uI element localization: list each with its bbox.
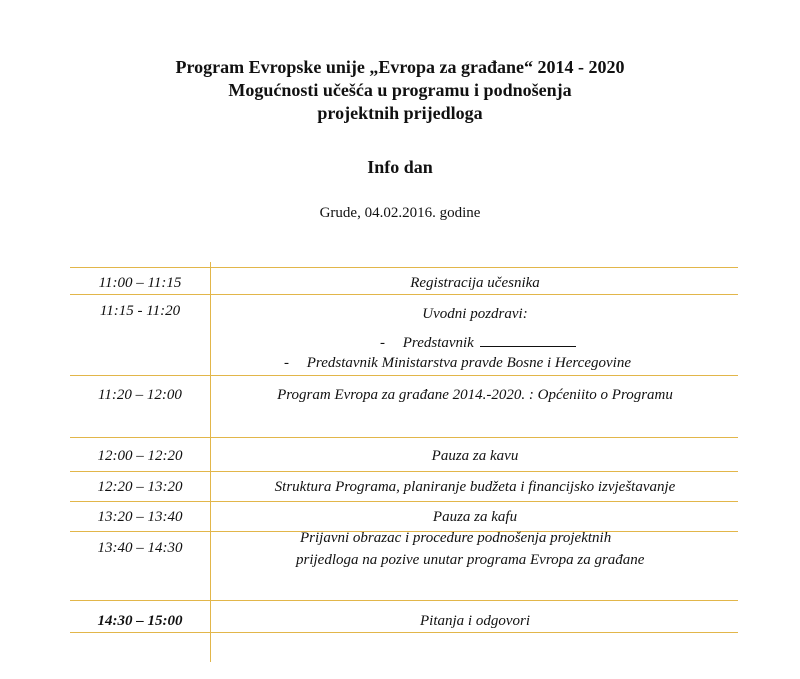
row-divider (70, 632, 738, 633)
row-time: 11:00 – 11:15 (98, 275, 182, 291)
row-time: 13:40 – 14:30 (97, 540, 183, 556)
row-time: 11:15 - 11:20 (99, 303, 181, 319)
row-divider (70, 375, 738, 376)
event-date: Grude, 04.02.2016. godine (319, 205, 481, 221)
row-activity-line-1: Prijavni obrazac i procedure podnošenja projektnih (300, 530, 612, 546)
sub-item-text: Predstavnik (402, 335, 474, 351)
row-divider (70, 294, 738, 295)
row-divider (70, 501, 738, 502)
row-divider (70, 267, 738, 268)
bullet: - (380, 335, 385, 351)
row-activity: Uvodni pozdravi: (422, 306, 528, 322)
row-divider (70, 471, 738, 472)
bullet: - (284, 355, 289, 371)
sub-item-text: Predstavnik Ministarstva pravde Bosne i Hercegovine (306, 355, 631, 371)
column-divider (210, 262, 211, 662)
row-time: 12:20 – 13:20 (97, 479, 183, 495)
title-line-3: projektnih prijedloga (317, 103, 483, 123)
blank-line (480, 332, 576, 347)
row-activity: Pitanja i odgovori (420, 613, 530, 629)
row-activity: Struktura Programa, planiranje budžeta i financijsko izvještavanje (274, 479, 676, 495)
sub-item (284, 353, 631, 373)
row-activity-line-2: prijedloga na pozive unutar programa Evropa za građane (296, 552, 645, 568)
row-time: 14:30 – 15:00 (97, 613, 183, 629)
title-line-2: Mogućnosti učešća u programu i podnošenja (228, 80, 572, 100)
sub-item (380, 332, 576, 353)
row-time: 12:00 – 12:20 (97, 448, 183, 464)
row-time: 13:20 – 13:40 (97, 509, 183, 525)
row-divider (70, 437, 738, 438)
row-activity: Pauza za kafu (432, 509, 518, 525)
row-activity: Program Evropa za građane 2014.-2020. : Općeniito o Programu (277, 387, 673, 403)
row-divider (70, 600, 738, 601)
row-activity: Pauza za kavu (431, 448, 519, 464)
subtitle: Info dan (367, 157, 433, 177)
title-line-1: Program Evropske unije „Evropa za građane“ 2014 - 2020 (175, 57, 625, 77)
row-time: 11:20 – 12:00 (98, 387, 182, 403)
row-activity: Registracija učesnika (410, 275, 540, 291)
